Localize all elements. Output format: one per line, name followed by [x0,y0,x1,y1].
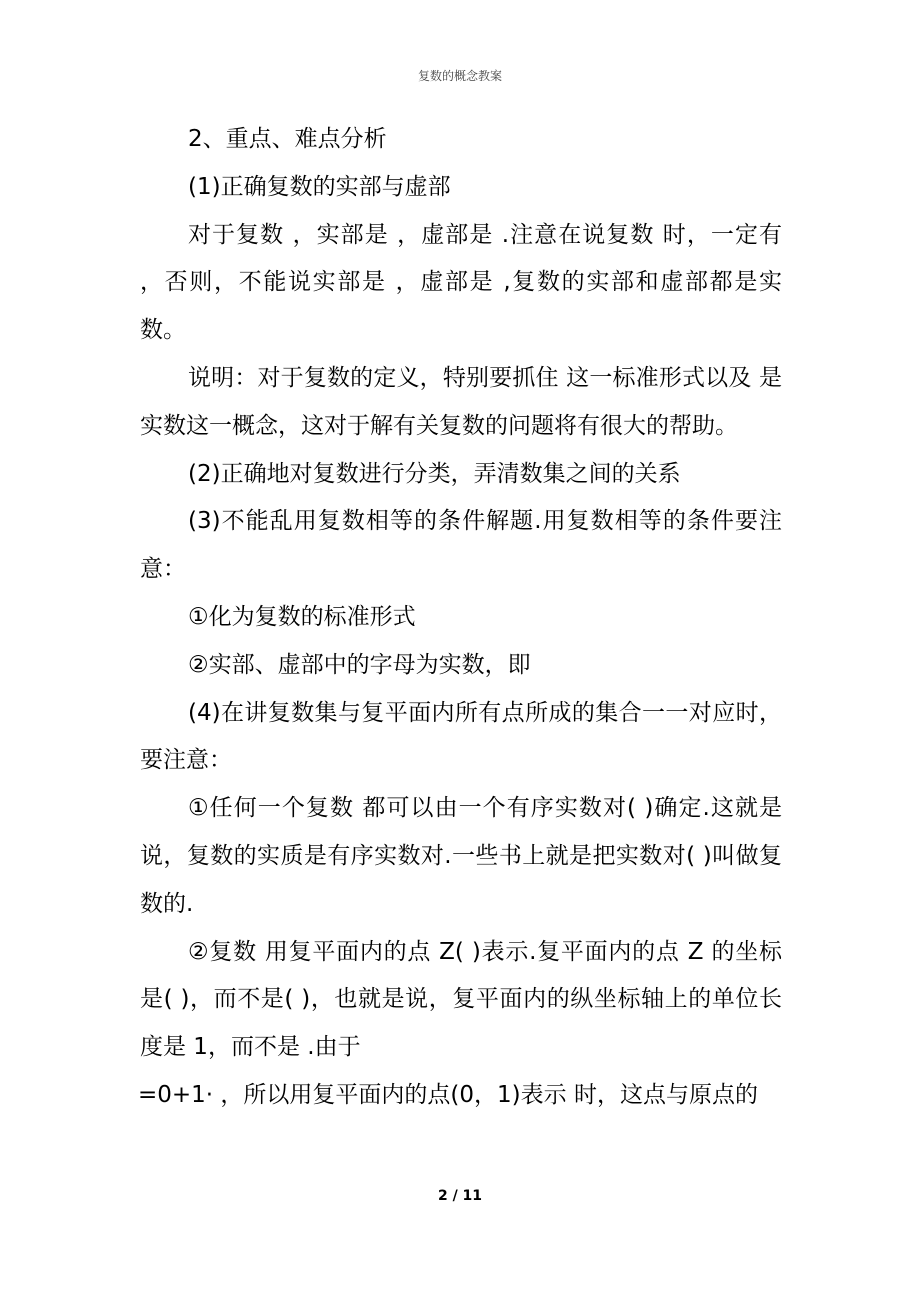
paragraph: (3)不能乱用复数相等的条件解题.用复数相等的条件要注意： [140,508,782,583]
section-heading: 2、重点、难点分析 [188,126,387,152]
page-header: 复数的概念教案 [417,69,502,83]
paragraph: ②复数 用复平面内的点 Z( )表示.复平面内的点 Z 的坐标是( )，而不是( )，也就是说，复平面内的纵坐标轴上的单位长度是 1，而不是 .由于 [140,938,782,1061]
paragraph: =0+1· ，所以用复平面内的点(0，1)表示 时，这点与原点的 [138,1081,758,1108]
paragraph: (4)在讲复数集与复平面内所有点所成的集合一一对应时，要注意： [140,699,782,774]
paragraph: 对于复数 ，实部是 ，虚部是 .注意在说复数 时，一定有 ，否则，不能说实部是 ，虚部是 ,复数的实部和虚部都是实数。 [140,221,782,344]
page-number: 2 / 11 [437,1188,483,1204]
paragraph: ①任何一个复数 都可以由一个有序实数对( )确定.这就是说，复数的实质是有序实数对.一些书上就是把实数对( )叫做复数的. [140,795,782,917]
paragraph: 说明：对于复数的定义，特别要抓住 这一标准形式以及 是实数这一概念，这对于解有关复数的问题将有很大的帮助。 [140,364,782,439]
document-body [140,116,782,1120]
paragraph: (1)正确复数的实部与虚部 [188,173,451,200]
paragraph: ①化为复数的标准形式 [188,603,416,630]
paragraph: (2)正确地对复数进行分类，弄清数集之间的关系 [188,460,681,487]
paragraph: ②实部、虚部中的字母为实数，即 [188,651,531,678]
